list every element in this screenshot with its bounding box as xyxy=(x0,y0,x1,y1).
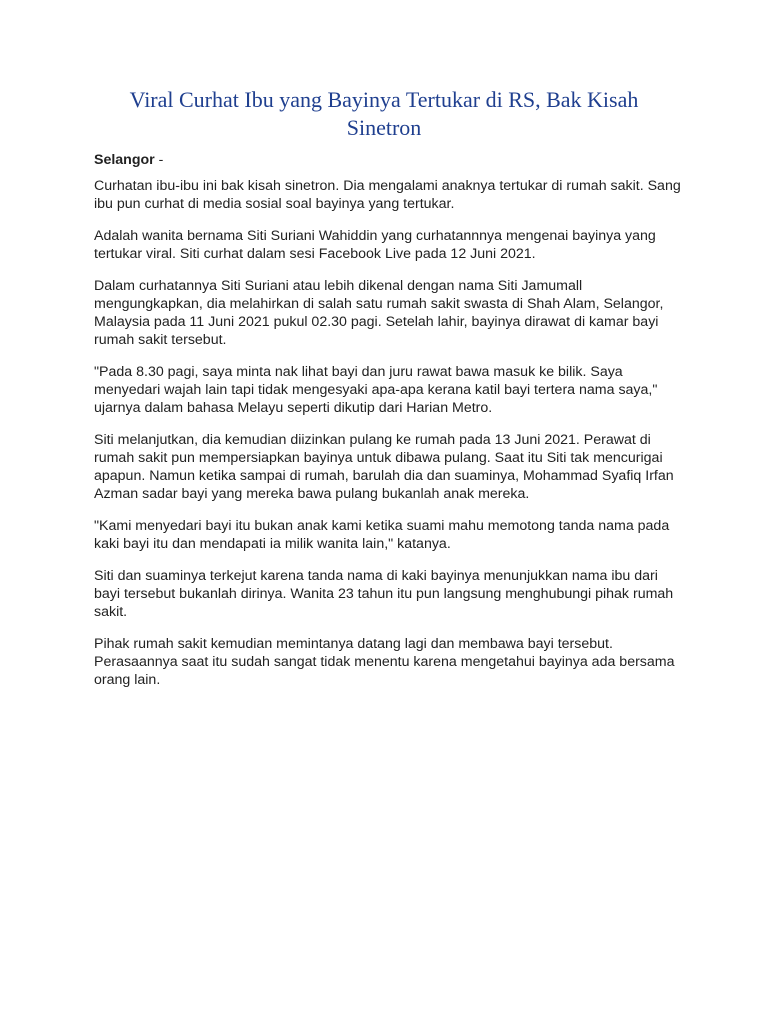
article-title: Viral Curhat Ibu yang Bayinya Tertukar di RS, Bak Kisah Sinetron xyxy=(129,87,639,140)
article-paragraph: Siti melanjutkan, dia kemudian diizinkan pulang ke rumah pada 13 Juni 2021. Perawat di rumah sakit pun mempersiapkan bayinya untuk dibawa pulang. Saat itu Siti tak mencurigai apapun. Namun ketika sampai di rumah, barulah dia dan suaminya, Mohammad Syafiq Irfan Azman sadar bayi yang mereka bawa pulang bukanlah anak mereka. xyxy=(94,432,674,502)
dateline xyxy=(94,151,684,169)
article-paragraph: Siti dan suaminya terkejut karena tanda nama di kaki bayinya menunjukkan nama ibu dari bayi tersebut bukanlah dirinya. Wanita 23 tahun itu pun langsung menghubungi pihak rumah sakit. xyxy=(94,568,674,620)
dateline-separator: - xyxy=(154,152,164,168)
article-paragraph: Curhatan ibu-ibu ini bak kisah sinetron. Dia mengalami anaknya tertukar di rumah sakit. Sang ibu pun curhat di media sosial soal bayinya yang tertukar. xyxy=(94,178,681,212)
article-paragraph: Adalah wanita bernama Siti Suriani Wahiddin yang curhatannnya mengenai bayinya yang tertukar viral. Siti curhat dalam sesi Facebook Live pada 12 Juni 2021. xyxy=(94,228,656,262)
article-paragraph: Dalam curhatannya Siti Suriani atau lebih dikenal dengan nama Siti Jamumall mengungkapkan, dia melahirkan di salah satu rumah sakit swasta di Shah Alam, Selangor, Malaysia pada 11 Juni 2021 pukul 02.30 pagi. Setelah lahir, bayinya dirawat di kamar bayi rumah sakit tersebut. xyxy=(94,278,664,348)
article-paragraph: Pihak rumah sakit kemudian memintanya datang lagi dan membawa bayi tersebut. Perasaannya saat itu sudah sangat tidak menentu karena mengetahui bayinya ada bersama orang lain. xyxy=(94,636,675,688)
article-paragraph: "Kami menyedari bayi itu bukan anak kami ketika suami mahu memotong tanda nama pada kaki bayi itu dan mendapati ia milik wanita lain," katanya. xyxy=(94,518,670,552)
article-paragraph: "Pada 8.30 pagi, saya minta nak lihat bayi dan juru rawat bawa masuk ke bilik. Saya menyedari wajah lain tapi tidak mengesyaki apa-apa kerana katil bayi tertera nama saya," ujarnya dalam bahasa Melayu seperti dikutip dari Harian Metro. xyxy=(94,364,658,416)
article-body xyxy=(94,151,684,703)
dateline-location: Selangor xyxy=(94,152,155,168)
